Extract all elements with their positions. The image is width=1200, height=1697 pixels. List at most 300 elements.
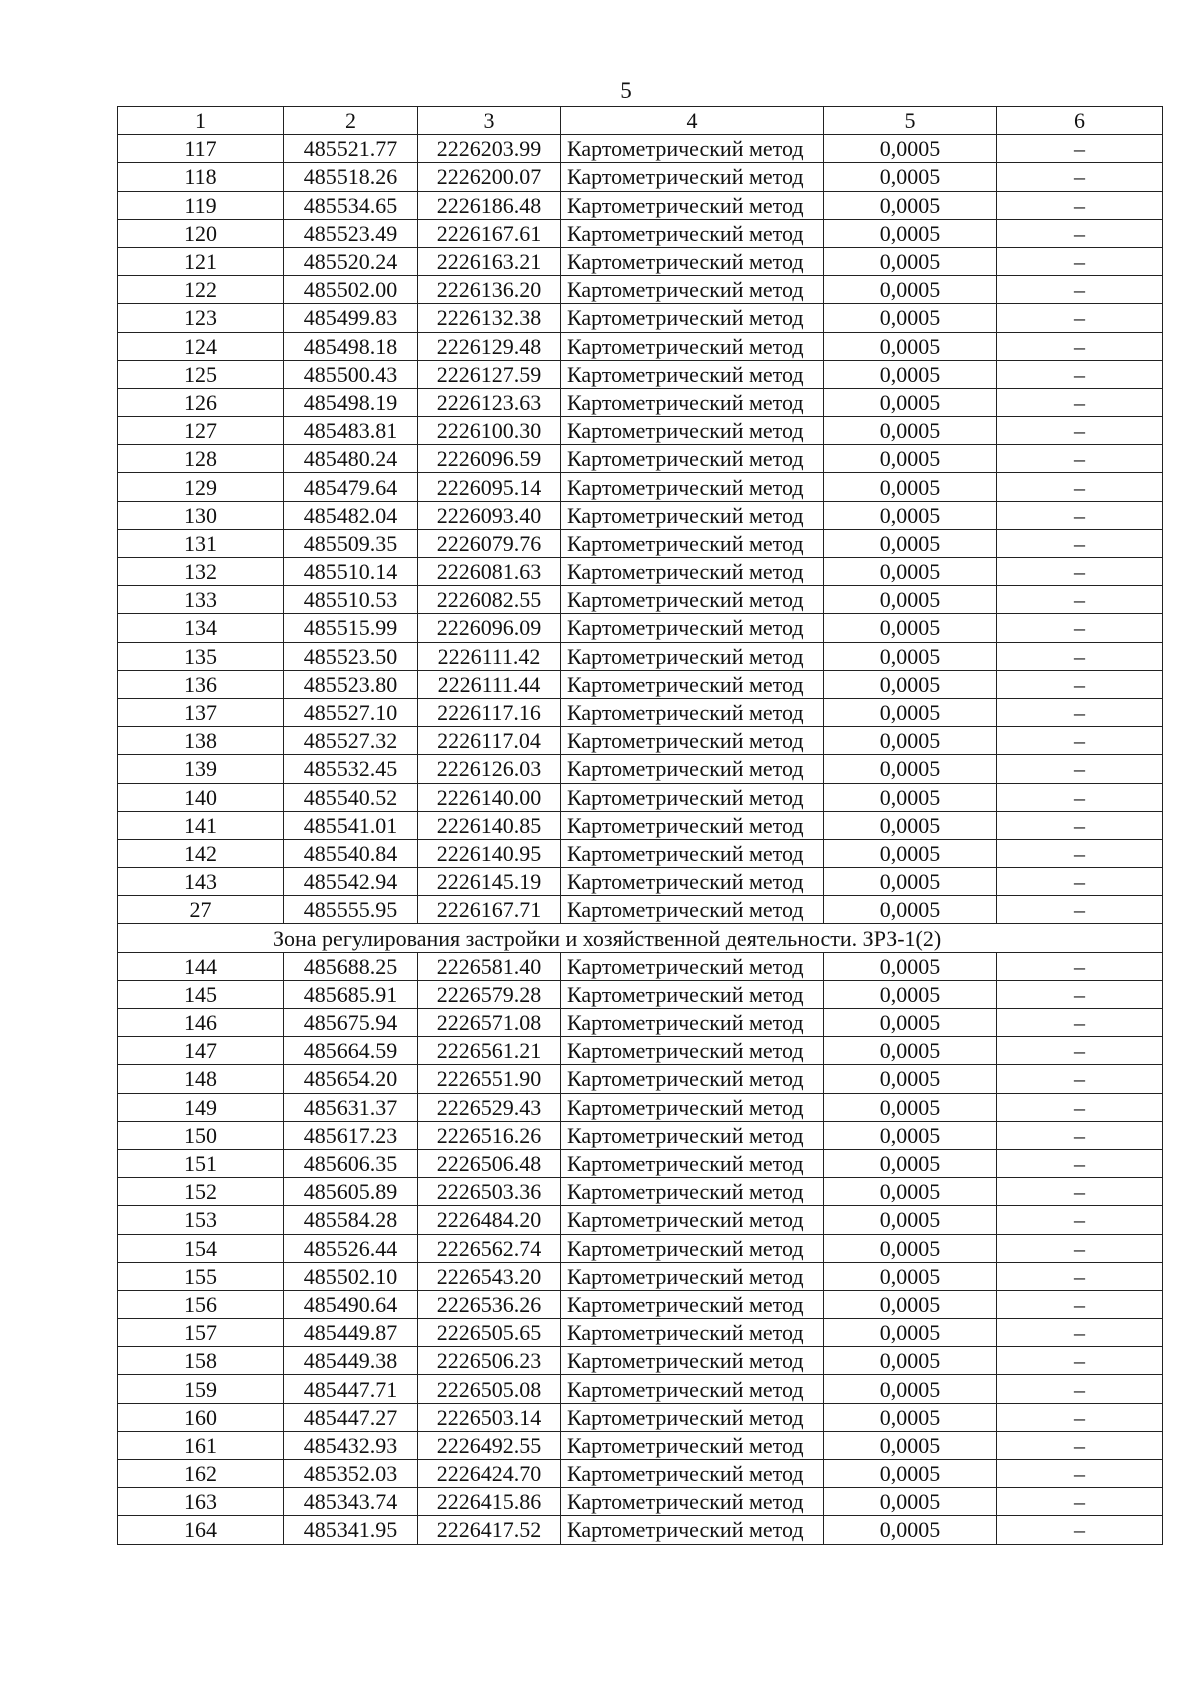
- accuracy-cell: 0,0005: [824, 1206, 997, 1234]
- y-coordinate-cell: 2226163.21: [418, 247, 561, 275]
- y-coordinate-cell: 2226140.00: [418, 783, 561, 811]
- table-row: [118, 783, 1163, 811]
- x-coordinate-cell: 485343.74: [284, 1488, 418, 1516]
- note-cell: –: [997, 1262, 1163, 1290]
- x-coordinate-cell: 485688.25: [284, 952, 418, 980]
- table-row: [118, 191, 1163, 219]
- table-row: [118, 614, 1163, 642]
- x-coordinate-cell: 485606.35: [284, 1149, 418, 1177]
- note-cell: –: [997, 868, 1163, 896]
- point-number-cell: 153: [118, 1206, 284, 1234]
- x-coordinate-cell: 485526.44: [284, 1234, 418, 1262]
- method-cell: Картометрический метод: [561, 642, 824, 670]
- y-coordinate-cell: 2226579.28: [418, 980, 561, 1008]
- y-coordinate-cell: 2226167.61: [418, 219, 561, 247]
- y-coordinate-cell: 2226581.40: [418, 952, 561, 980]
- table-row: [118, 1234, 1163, 1262]
- point-number-cell: 159: [118, 1375, 284, 1403]
- note-cell: –: [997, 1375, 1163, 1403]
- accuracy-cell: 0,0005: [824, 388, 997, 416]
- column-header: 3: [418, 107, 561, 135]
- x-coordinate-cell: 485523.49: [284, 219, 418, 247]
- method-cell: Картометрический метод: [561, 163, 824, 191]
- table-row: [118, 811, 1163, 839]
- accuracy-cell: 0,0005: [824, 1375, 997, 1403]
- point-number-cell: 148: [118, 1065, 284, 1093]
- x-coordinate-cell: 485534.65: [284, 191, 418, 219]
- table-row: [118, 501, 1163, 529]
- y-coordinate-cell: 2226117.16: [418, 698, 561, 726]
- accuracy-cell: 0,0005: [824, 1460, 997, 1488]
- note-cell: –: [997, 642, 1163, 670]
- table-row: [118, 1121, 1163, 1149]
- x-coordinate-cell: 485510.14: [284, 558, 418, 586]
- method-cell: Картометрический метод: [561, 1319, 824, 1347]
- x-coordinate-cell: 485617.23: [284, 1121, 418, 1149]
- accuracy-cell: 0,0005: [824, 811, 997, 839]
- column-header: 5: [824, 107, 997, 135]
- note-cell: –: [997, 501, 1163, 529]
- x-coordinate-cell: 485449.38: [284, 1347, 418, 1375]
- accuracy-cell: 0,0005: [824, 614, 997, 642]
- y-coordinate-cell: 2226503.36: [418, 1178, 561, 1206]
- y-coordinate-cell: 2226562.74: [418, 1234, 561, 1262]
- note-cell: –: [997, 1037, 1163, 1065]
- point-number-cell: 156: [118, 1290, 284, 1318]
- y-coordinate-cell: 2226129.48: [418, 332, 561, 360]
- table-row: [118, 1065, 1163, 1093]
- accuracy-cell: 0,0005: [824, 1178, 997, 1206]
- y-coordinate-cell: 2226096.59: [418, 445, 561, 473]
- point-number-cell: 123: [118, 304, 284, 332]
- accuracy-cell: 0,0005: [824, 1319, 997, 1347]
- column-header: 1: [118, 107, 284, 135]
- accuracy-cell: 0,0005: [824, 247, 997, 275]
- point-number-cell: 131: [118, 529, 284, 557]
- point-number-cell: 128: [118, 445, 284, 473]
- point-number-cell: 162: [118, 1460, 284, 1488]
- table-row: [118, 698, 1163, 726]
- method-cell: Картометрический метод: [561, 1121, 824, 1149]
- accuracy-cell: 0,0005: [824, 783, 997, 811]
- table-row: [118, 417, 1163, 445]
- y-coordinate-cell: 2226096.09: [418, 614, 561, 642]
- x-coordinate-cell: 485515.99: [284, 614, 418, 642]
- y-coordinate-cell: 2226140.95: [418, 839, 561, 867]
- note-cell: –: [997, 839, 1163, 867]
- note-cell: –: [997, 755, 1163, 783]
- table-row: [118, 1178, 1163, 1206]
- method-cell: Картометрический метод: [561, 501, 824, 529]
- point-number-cell: 154: [118, 1234, 284, 1262]
- table-row: [118, 1516, 1163, 1544]
- y-coordinate-cell: 2226126.03: [418, 755, 561, 783]
- method-cell: Картометрический метод: [561, 1009, 824, 1037]
- method-cell: Картометрический метод: [561, 332, 824, 360]
- x-coordinate-cell: 485631.37: [284, 1093, 418, 1121]
- y-coordinate-cell: 2226136.20: [418, 276, 561, 304]
- accuracy-cell: 0,0005: [824, 1262, 997, 1290]
- table-row: [118, 670, 1163, 698]
- accuracy-cell: 0,0005: [824, 1347, 997, 1375]
- note-cell: –: [997, 1009, 1163, 1037]
- table-row: [118, 1319, 1163, 1347]
- method-cell: Картометрический метод: [561, 698, 824, 726]
- y-coordinate-cell: 2226203.99: [418, 135, 561, 163]
- accuracy-cell: 0,0005: [824, 1290, 997, 1318]
- table-row: [118, 1488, 1163, 1516]
- table-row: [118, 896, 1163, 924]
- method-cell: Картометрический метод: [561, 1516, 824, 1544]
- accuracy-cell: 0,0005: [824, 529, 997, 557]
- x-coordinate-cell: 485498.18: [284, 332, 418, 360]
- method-cell: Картометрический метод: [561, 1290, 824, 1318]
- y-coordinate-cell: 2226093.40: [418, 501, 561, 529]
- x-coordinate-cell: 485341.95: [284, 1516, 418, 1544]
- point-number-cell: 121: [118, 247, 284, 275]
- note-cell: –: [997, 191, 1163, 219]
- method-cell: Картометрический метод: [561, 219, 824, 247]
- method-cell: Картометрический метод: [561, 1347, 824, 1375]
- point-number-cell: 122: [118, 276, 284, 304]
- method-cell: Картометрический метод: [561, 839, 824, 867]
- table-row: [118, 1262, 1163, 1290]
- method-cell: Картометрический метод: [561, 1375, 824, 1403]
- point-number-cell: 145: [118, 980, 284, 1008]
- note-cell: –: [997, 1460, 1163, 1488]
- method-cell: Картометрический метод: [561, 1403, 824, 1431]
- note-cell: –: [997, 1319, 1163, 1347]
- note-cell: –: [997, 332, 1163, 360]
- y-coordinate-cell: 2226571.08: [418, 1009, 561, 1037]
- method-cell: Картометрический метод: [561, 276, 824, 304]
- method-cell: Картометрический метод: [561, 1234, 824, 1262]
- note-cell: –: [997, 1516, 1163, 1544]
- table-row: [118, 304, 1163, 332]
- point-number-cell: 126: [118, 388, 284, 416]
- x-coordinate-cell: 485432.93: [284, 1431, 418, 1459]
- accuracy-cell: 0,0005: [824, 501, 997, 529]
- accuracy-cell: 0,0005: [824, 586, 997, 614]
- accuracy-cell: 0,0005: [824, 1037, 997, 1065]
- table-row: [118, 1431, 1163, 1459]
- point-number-cell: 125: [118, 360, 284, 388]
- accuracy-cell: 0,0005: [824, 417, 997, 445]
- note-cell: –: [997, 1290, 1163, 1318]
- method-cell: Картометрический метод: [561, 586, 824, 614]
- x-coordinate-cell: 485542.94: [284, 868, 418, 896]
- accuracy-cell: 0,0005: [824, 980, 997, 1008]
- x-coordinate-cell: 485490.64: [284, 1290, 418, 1318]
- y-coordinate-cell: 2226100.30: [418, 417, 561, 445]
- table-row: [118, 952, 1163, 980]
- method-cell: Картометрический метод: [561, 388, 824, 416]
- note-cell: –: [997, 614, 1163, 642]
- x-coordinate-cell: 485523.80: [284, 670, 418, 698]
- x-coordinate-cell: 485523.50: [284, 642, 418, 670]
- table-row: [118, 727, 1163, 755]
- point-number-cell: 132: [118, 558, 284, 586]
- point-number-cell: 134: [118, 614, 284, 642]
- point-number-cell: 161: [118, 1431, 284, 1459]
- point-number-cell: 136: [118, 670, 284, 698]
- method-cell: Картометрический метод: [561, 247, 824, 275]
- page-number: 5: [620, 78, 632, 103]
- table-header-row: [118, 107, 1163, 135]
- table-row: [118, 473, 1163, 501]
- point-number-cell: 143: [118, 868, 284, 896]
- accuracy-cell: 0,0005: [824, 670, 997, 698]
- y-coordinate-cell: 2226484.20: [418, 1206, 561, 1234]
- y-coordinate-cell: 2226111.44: [418, 670, 561, 698]
- note-cell: –: [997, 811, 1163, 839]
- y-coordinate-cell: 2226127.59: [418, 360, 561, 388]
- x-coordinate-cell: 485532.45: [284, 755, 418, 783]
- point-number-cell: 149: [118, 1093, 284, 1121]
- note-cell: –: [997, 247, 1163, 275]
- table-row: [118, 247, 1163, 275]
- note-cell: –: [997, 952, 1163, 980]
- method-cell: Картометрический метод: [561, 896, 824, 924]
- point-number-cell: 160: [118, 1403, 284, 1431]
- x-coordinate-cell: 485675.94: [284, 1009, 418, 1037]
- point-number-cell: 152: [118, 1178, 284, 1206]
- method-cell: Картометрический метод: [561, 304, 824, 332]
- x-coordinate-cell: 485502.00: [284, 276, 418, 304]
- table-row: [118, 1037, 1163, 1065]
- accuracy-cell: 0,0005: [824, 896, 997, 924]
- point-number-cell: 164: [118, 1516, 284, 1544]
- accuracy-cell: 0,0005: [824, 1121, 997, 1149]
- accuracy-cell: 0,0005: [824, 558, 997, 586]
- y-coordinate-cell: 2226543.20: [418, 1262, 561, 1290]
- note-cell: –: [997, 529, 1163, 557]
- y-coordinate-cell: 2226529.43: [418, 1093, 561, 1121]
- x-coordinate-cell: 485518.26: [284, 163, 418, 191]
- note-cell: –: [997, 670, 1163, 698]
- point-number-cell: 141: [118, 811, 284, 839]
- table-row: [118, 755, 1163, 783]
- table-row: [118, 332, 1163, 360]
- y-coordinate-cell: 2226200.07: [418, 163, 561, 191]
- point-number-cell: 138: [118, 727, 284, 755]
- x-coordinate-cell: 485540.52: [284, 783, 418, 811]
- method-cell: Картометрический метод: [561, 1065, 824, 1093]
- table-row: [118, 360, 1163, 388]
- accuracy-cell: 0,0005: [824, 839, 997, 867]
- method-cell: Картометрический метод: [561, 360, 824, 388]
- note-cell: –: [997, 445, 1163, 473]
- note-cell: –: [997, 1065, 1163, 1093]
- method-cell: Картометрический метод: [561, 445, 824, 473]
- y-coordinate-cell: 2226417.52: [418, 1516, 561, 1544]
- point-number-cell: 137: [118, 698, 284, 726]
- point-number-cell: 127: [118, 417, 284, 445]
- note-cell: –: [997, 163, 1163, 191]
- x-coordinate-cell: 485540.84: [284, 839, 418, 867]
- x-coordinate-cell: 485555.95: [284, 896, 418, 924]
- y-coordinate-cell: 2226123.63: [418, 388, 561, 416]
- method-cell: Картометрический метод: [561, 473, 824, 501]
- method-cell: Картометрический метод: [561, 1460, 824, 1488]
- point-number-cell: 155: [118, 1262, 284, 1290]
- accuracy-cell: 0,0005: [824, 727, 997, 755]
- x-coordinate-cell: 485499.83: [284, 304, 418, 332]
- y-coordinate-cell: 2226186.48: [418, 191, 561, 219]
- column-header: 6: [997, 107, 1163, 135]
- point-number-cell: 151: [118, 1149, 284, 1177]
- accuracy-cell: 0,0005: [824, 1149, 997, 1177]
- x-coordinate-cell: 485685.91: [284, 980, 418, 1008]
- table-row: [118, 529, 1163, 557]
- accuracy-cell: 0,0005: [824, 304, 997, 332]
- note-cell: –: [997, 1431, 1163, 1459]
- table-row: [118, 558, 1163, 586]
- point-number-cell: 150: [118, 1121, 284, 1149]
- point-number-cell: 158: [118, 1347, 284, 1375]
- method-cell: Картометрический метод: [561, 1431, 824, 1459]
- point-number-cell: 124: [118, 332, 284, 360]
- accuracy-cell: 0,0005: [824, 1093, 997, 1121]
- x-coordinate-cell: 485447.27: [284, 1403, 418, 1431]
- method-cell: Картометрический метод: [561, 558, 824, 586]
- y-coordinate-cell: 2226503.14: [418, 1403, 561, 1431]
- table-row: [118, 980, 1163, 1008]
- y-coordinate-cell: 2226536.26: [418, 1290, 561, 1318]
- note-cell: –: [997, 586, 1163, 614]
- note-cell: –: [997, 473, 1163, 501]
- method-cell: Картометрический метод: [561, 1178, 824, 1206]
- x-coordinate-cell: 485521.77: [284, 135, 418, 163]
- accuracy-cell: 0,0005: [824, 360, 997, 388]
- table-row: [118, 1009, 1163, 1037]
- note-cell: –: [997, 1178, 1163, 1206]
- method-cell: Картометрический метод: [561, 1488, 824, 1516]
- y-coordinate-cell: 2226506.23: [418, 1347, 561, 1375]
- point-number-cell: 130: [118, 501, 284, 529]
- x-coordinate-cell: 485509.35: [284, 529, 418, 557]
- method-cell: Картометрический метод: [561, 1037, 824, 1065]
- x-coordinate-cell: 485527.10: [284, 698, 418, 726]
- accuracy-cell: 0,0005: [824, 1488, 997, 1516]
- method-cell: Картометрический метод: [561, 614, 824, 642]
- method-cell: Картометрический метод: [561, 1206, 824, 1234]
- table-row: [118, 219, 1163, 247]
- point-number-cell: 139: [118, 755, 284, 783]
- note-cell: –: [997, 896, 1163, 924]
- point-number-cell: 146: [118, 1009, 284, 1037]
- note-cell: –: [997, 1093, 1163, 1121]
- method-cell: Картометрический метод: [561, 1149, 824, 1177]
- y-coordinate-cell: 2226516.26: [418, 1121, 561, 1149]
- y-coordinate-cell: 2226424.70: [418, 1460, 561, 1488]
- note-cell: –: [997, 1234, 1163, 1262]
- note-cell: –: [997, 1347, 1163, 1375]
- note-cell: –: [997, 1149, 1163, 1177]
- x-coordinate-cell: 485479.64: [284, 473, 418, 501]
- x-coordinate-cell: 485541.01: [284, 811, 418, 839]
- method-cell: Картометрический метод: [561, 191, 824, 219]
- y-coordinate-cell: 2226505.65: [418, 1319, 561, 1347]
- method-cell: Картометрический метод: [561, 417, 824, 445]
- accuracy-cell: 0,0005: [824, 952, 997, 980]
- accuracy-cell: 0,0005: [824, 219, 997, 247]
- note-cell: –: [997, 783, 1163, 811]
- accuracy-cell: 0,0005: [824, 332, 997, 360]
- accuracy-cell: 0,0005: [824, 755, 997, 783]
- table-row: [118, 1093, 1163, 1121]
- note-cell: –: [997, 417, 1163, 445]
- y-coordinate-cell: 2226492.55: [418, 1431, 561, 1459]
- y-coordinate-cell: 2226117.04: [418, 727, 561, 755]
- table-row: [118, 586, 1163, 614]
- table-row: [118, 276, 1163, 304]
- x-coordinate-cell: 485654.20: [284, 1065, 418, 1093]
- section-title: Зона регулирования застройки и хозяйственной деятельности. ЗРЗ-1(2): [118, 924, 1163, 952]
- point-number-cell: 157: [118, 1319, 284, 1347]
- table-row: [118, 1403, 1163, 1431]
- accuracy-cell: 0,0005: [824, 163, 997, 191]
- table-row: [118, 135, 1163, 163]
- accuracy-cell: 0,0005: [824, 1403, 997, 1431]
- note-cell: –: [997, 698, 1163, 726]
- x-coordinate-cell: 485447.71: [284, 1375, 418, 1403]
- x-coordinate-cell: 485605.89: [284, 1178, 418, 1206]
- accuracy-cell: 0,0005: [824, 276, 997, 304]
- y-coordinate-cell: 2226095.14: [418, 473, 561, 501]
- y-coordinate-cell: 2226079.76: [418, 529, 561, 557]
- note-cell: –: [997, 276, 1163, 304]
- y-coordinate-cell: 2226111.42: [418, 642, 561, 670]
- point-number-cell: 133: [118, 586, 284, 614]
- accuracy-cell: 0,0005: [824, 1234, 997, 1262]
- x-coordinate-cell: 485520.24: [284, 247, 418, 275]
- method-cell: Картометрический метод: [561, 755, 824, 783]
- coordinates-table: [117, 106, 1163, 1545]
- y-coordinate-cell: 2226506.48: [418, 1149, 561, 1177]
- x-coordinate-cell: 485502.10: [284, 1262, 418, 1290]
- x-coordinate-cell: 485584.28: [284, 1206, 418, 1234]
- note-cell: –: [997, 304, 1163, 332]
- table-row: [118, 1149, 1163, 1177]
- accuracy-cell: 0,0005: [824, 1065, 997, 1093]
- note-cell: –: [997, 1488, 1163, 1516]
- accuracy-cell: 0,0005: [824, 1431, 997, 1459]
- note-cell: –: [997, 1121, 1163, 1149]
- method-cell: Картометрический метод: [561, 980, 824, 1008]
- table-row: [118, 445, 1163, 473]
- note-cell: –: [997, 135, 1163, 163]
- x-coordinate-cell: 485482.04: [284, 501, 418, 529]
- accuracy-cell: 0,0005: [824, 135, 997, 163]
- table-row: [118, 163, 1163, 191]
- accuracy-cell: 0,0005: [824, 1009, 997, 1037]
- point-number-cell: 117: [118, 135, 284, 163]
- table-row: [118, 1290, 1163, 1318]
- x-coordinate-cell: 485352.03: [284, 1460, 418, 1488]
- method-cell: Картометрический метод: [561, 783, 824, 811]
- table-row: [118, 1347, 1163, 1375]
- method-cell: Картометрический метод: [561, 868, 824, 896]
- table-row: [118, 868, 1163, 896]
- section-row: [118, 924, 1163, 952]
- note-cell: –: [997, 727, 1163, 755]
- table-row: [118, 642, 1163, 670]
- point-number-cell: 163: [118, 1488, 284, 1516]
- accuracy-cell: 0,0005: [824, 642, 997, 670]
- accuracy-cell: 0,0005: [824, 191, 997, 219]
- table-body: [118, 107, 1163, 1545]
